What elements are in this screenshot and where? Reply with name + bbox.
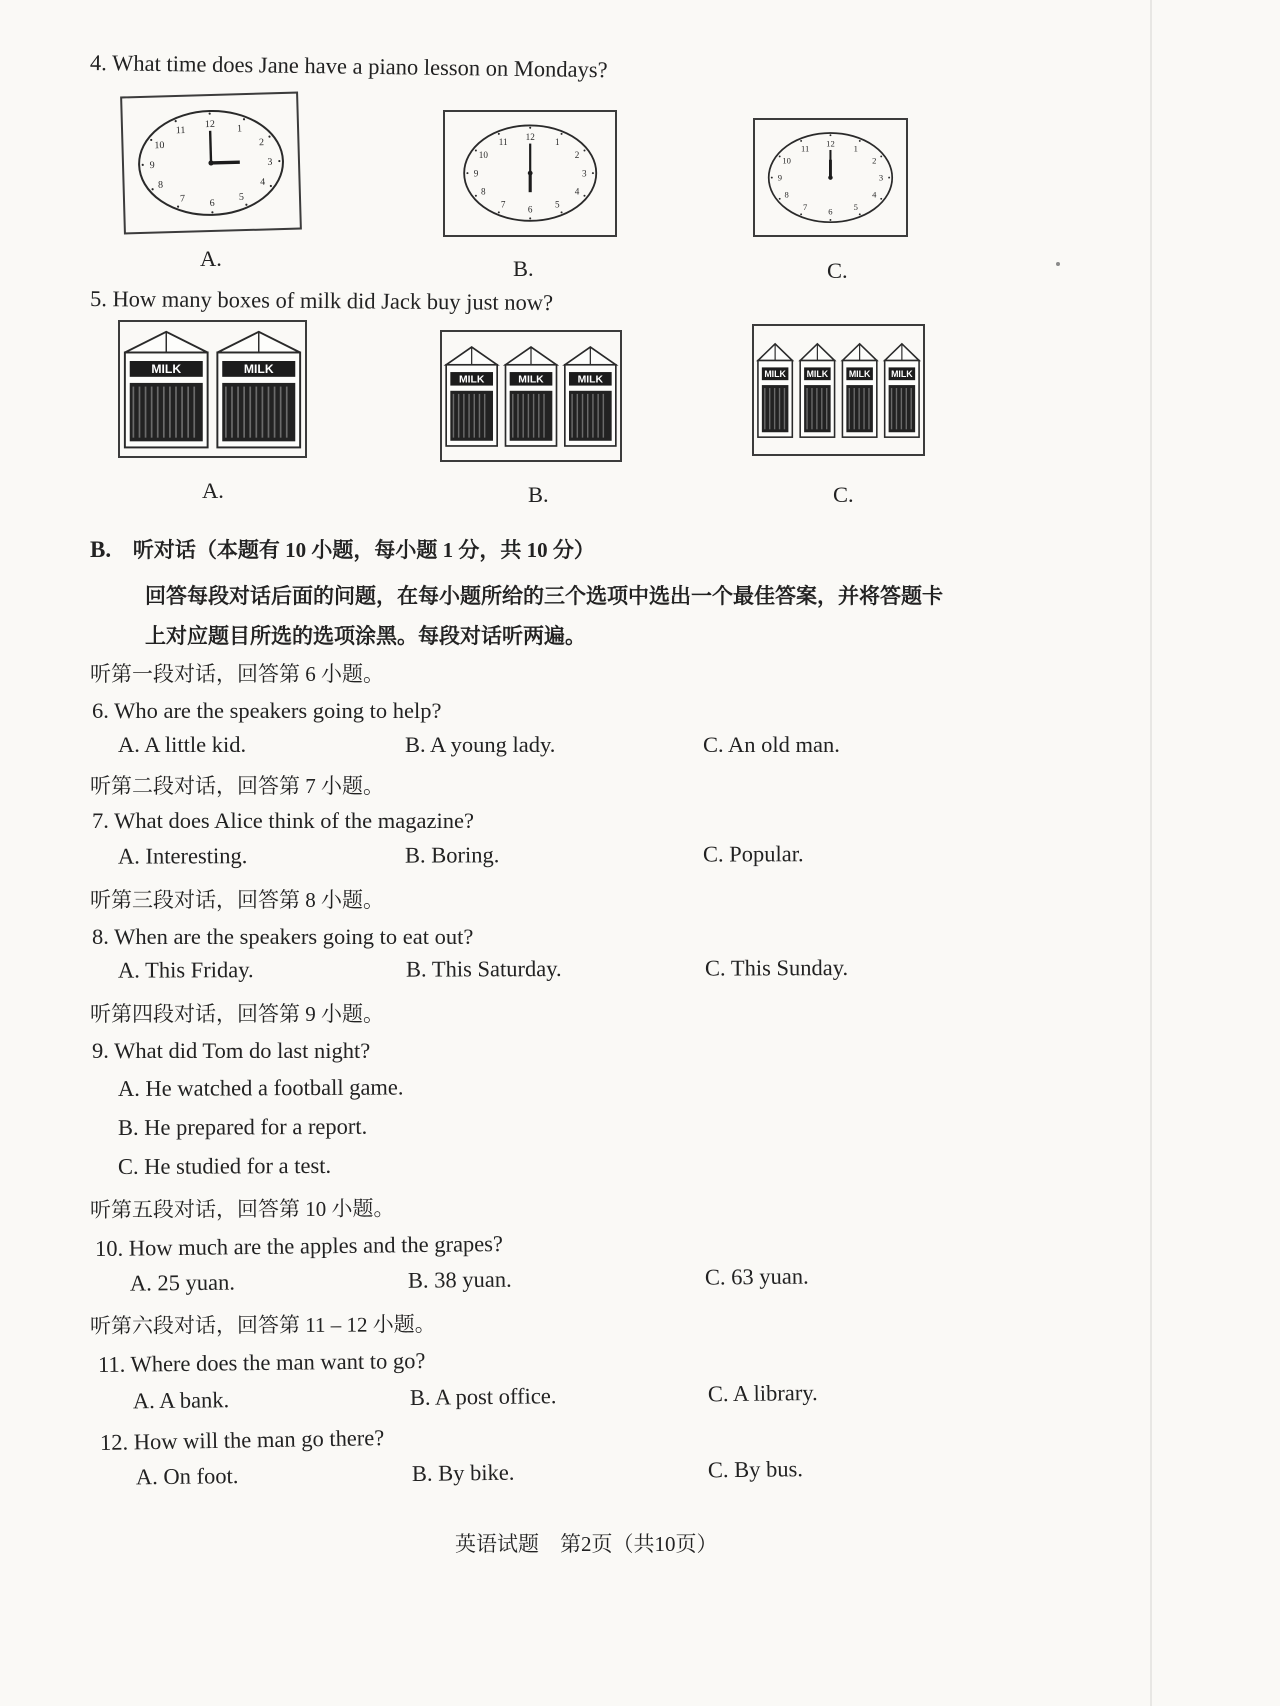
option-a: A. This Friday. — [117, 957, 254, 983]
svg-text:10: 10 — [154, 140, 165, 152]
section-b-title: 听对话（本题有 10 小题，每小题 1 分，共 10 分） — [132, 538, 595, 562]
milk-carton-row — [754, 326, 923, 454]
question-8-options — [0, 954, 1140, 988]
milk-carton-row — [120, 322, 305, 456]
option-c: C. This Sunday. — [704, 955, 849, 981]
question-12-text: 12. How will the man go there? — [99, 1425, 385, 1455]
svg-text:MILK: MILK — [151, 362, 182, 377]
clock-image-c — [753, 118, 908, 237]
dialogue-cue-1: 听第一段对话，回答第 6 小题。 — [90, 662, 384, 686]
option-b: B. A post office. — [409, 1383, 557, 1410]
option-c: C. He studied for a test. — [117, 1152, 332, 1179]
clock-icon — [122, 94, 300, 233]
option-c: C. 63 yuan. — [704, 1263, 809, 1290]
svg-text:5: 5 — [853, 201, 858, 212]
option-c: C. An old man. — [703, 732, 840, 757]
svg-text:4: 4 — [574, 186, 580, 197]
option-label-b: B. — [528, 482, 549, 507]
svg-text:MILK: MILK — [577, 374, 604, 386]
scan-fold-line — [1150, 0, 1152, 1706]
question-6-text: 6. Who are the speakers going to help? — [92, 698, 442, 723]
milk-image-c — [752, 324, 925, 456]
svg-text:MILK: MILK — [764, 369, 786, 380]
option-b: B. 38 yuan. — [407, 1266, 512, 1293]
question-10-options — [0, 1260, 1140, 1302]
svg-text:2: 2 — [872, 155, 877, 166]
svg-text:1: 1 — [554, 137, 560, 148]
option-b: B. Boring. — [404, 842, 500, 868]
svg-text:5: 5 — [554, 200, 560, 211]
svg-text:12: 12 — [525, 132, 535, 143]
option-a: A. He watched a football game. — [117, 1074, 404, 1101]
svg-text:MILK: MILK — [891, 369, 913, 380]
svg-text:6: 6 — [828, 206, 833, 217]
svg-text:MILK: MILK — [518, 374, 544, 386]
svg-text:3: 3 — [267, 156, 273, 168]
svg-text:11: 11 — [175, 125, 186, 137]
svg-text:MILK: MILK — [806, 369, 829, 380]
svg-text:7: 7 — [803, 201, 808, 212]
option-c: C. By bus. — [707, 1456, 804, 1483]
clock-image-b — [443, 110, 617, 237]
clock-face — [452, 119, 608, 227]
svg-text:3: 3 — [581, 168, 587, 179]
dialogue-cue-6: 听第六段对话，回答第 11 – 12 小题。 — [89, 1312, 436, 1338]
option-b: B. By bike. — [411, 1459, 515, 1486]
option-c: C. A library. — [707, 1380, 818, 1407]
option-label-b: B. — [513, 256, 534, 281]
milk-image-b — [440, 330, 622, 462]
question-7-options — [0, 840, 1140, 874]
option-label-a: A. — [202, 478, 224, 503]
milk-carton-row — [442, 332, 620, 460]
dialogue-cue-5: 听第五段对话，回答第 10 小题。 — [89, 1196, 395, 1222]
dialogue-cue-3: 听第三段对话，回答第 8 小题。 — [90, 888, 384, 912]
section-b-instruction-line-1: 回答每段对话后面的问题，在每小题所给的三个选项中选出一个最佳答案，并将答题卡 — [145, 584, 943, 608]
svg-text:8: 8 — [157, 179, 164, 191]
svg-text:7: 7 — [500, 200, 506, 211]
option-label-c: C. — [827, 258, 848, 283]
dialogue-cue-4: 听第四段对话，回答第 9 小题。 — [90, 1002, 384, 1026]
option-b: B. A young lady. — [405, 732, 556, 757]
option-a: A. On foot. — [135, 1463, 239, 1490]
question-8-text: 8. When are the speakers going to eat out? — [92, 924, 474, 949]
question-11-options — [0, 1376, 1140, 1420]
svg-text:7: 7 — [179, 193, 186, 205]
svg-text:9: 9 — [777, 172, 783, 183]
svg-text:12: 12 — [204, 118, 216, 131]
question-7-text: 7. What does Alice think of the magazine? — [92, 808, 474, 833]
svg-text:8: 8 — [784, 189, 789, 200]
question-5-text: 5. How many boxes of milk did Jack buy just now? — [89, 286, 554, 316]
scan-artifact-dot — [1056, 262, 1060, 266]
svg-text:4: 4 — [872, 189, 877, 200]
svg-text:11: 11 — [801, 143, 810, 154]
section-b-header — [90, 534, 595, 564]
svg-text:10: 10 — [782, 155, 791, 166]
milk-image-a — [118, 320, 307, 458]
svg-text:11: 11 — [498, 137, 508, 148]
milk-cartons-icon — [120, 322, 305, 456]
clock-image-a — [120, 92, 302, 235]
option-label-c: C. — [833, 482, 854, 507]
svg-text:2: 2 — [574, 150, 580, 161]
svg-text:1: 1 — [853, 143, 858, 154]
question-4-text: 4. What time does Jane have a piano lesson on Mondays? — [89, 50, 608, 83]
option-a: A. A bank. — [132, 1387, 230, 1414]
clock-icon — [445, 112, 615, 235]
page-footer: 英语试题 第2页（共10页） — [455, 1532, 718, 1556]
svg-text:2: 2 — [258, 137, 265, 149]
option-b: B. He prepared for a report. — [117, 1113, 368, 1140]
option-b: B. This Saturday. — [405, 956, 562, 982]
question-9-text: 9. What did Tom do last night? — [92, 1038, 371, 1063]
svg-text:MILK: MILK — [458, 374, 485, 386]
svg-text:10: 10 — [478, 150, 488, 161]
question-6-options — [0, 732, 1140, 762]
option-label-a: A. — [200, 246, 222, 271]
svg-text:6: 6 — [209, 197, 215, 210]
svg-text:6: 6 — [527, 204, 533, 215]
svg-text:MILK: MILK — [243, 362, 274, 377]
clock-icon — [755, 120, 906, 235]
clock-face — [761, 127, 900, 228]
milk-cartons-icon — [442, 332, 620, 460]
svg-text:8: 8 — [480, 186, 486, 197]
svg-text:5: 5 — [238, 191, 245, 203]
option-a: A. A little kid. — [118, 732, 247, 757]
dialogue-cue-2: 听第二段对话，回答第 7 小题。 — [90, 774, 384, 798]
section-b-instruction-line-2: 上对应题目所选的选项涂黑。每段对话听两遍。 — [145, 624, 586, 648]
svg-text:9: 9 — [149, 160, 155, 172]
option-c: C. Popular. — [702, 841, 804, 867]
svg-text:4: 4 — [259, 176, 266, 188]
clock-face — [129, 102, 292, 224]
svg-text:3: 3 — [878, 172, 884, 183]
question-11-text: 11. Where does the man want to go? — [97, 1348, 426, 1377]
question-12-options — [0, 1452, 1140, 1496]
milk-cartons-icon — [754, 326, 923, 454]
svg-text:1: 1 — [236, 123, 243, 135]
section-b-label: B. — [90, 537, 112, 562]
option-a: A. 25 yuan. — [129, 1269, 236, 1296]
option-a: A. Interesting. — [117, 843, 248, 869]
svg-text:12: 12 — [826, 138, 835, 149]
question-10-text: 10. How much are the apples and the grapes? — [94, 1231, 504, 1261]
svg-text:9: 9 — [473, 168, 479, 179]
svg-text:MILK: MILK — [848, 369, 871, 380]
